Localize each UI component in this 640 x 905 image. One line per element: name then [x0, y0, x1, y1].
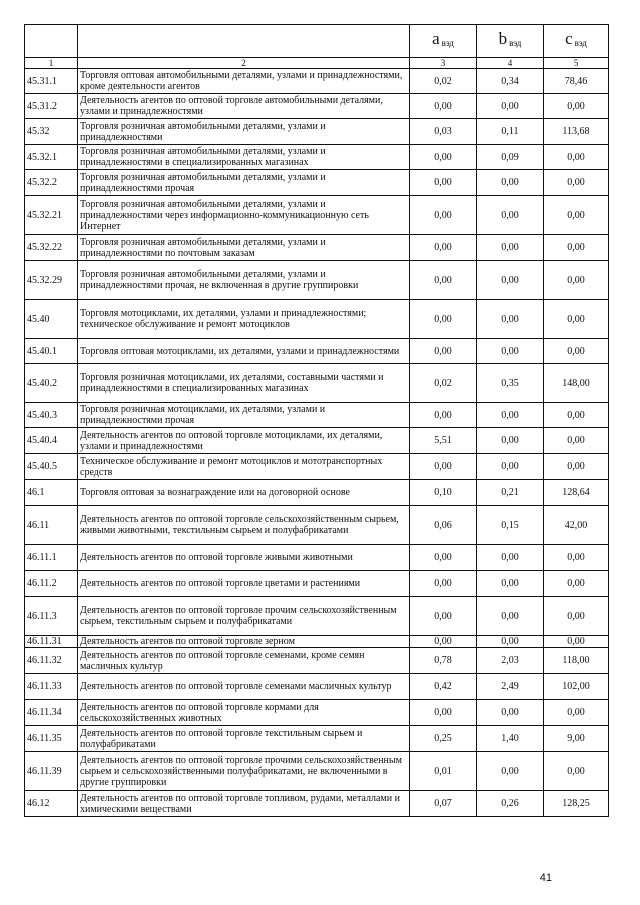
row-value-c: 0,00 — [544, 261, 609, 300]
row-value-b: 0,00 — [477, 571, 544, 597]
row-value-c: 42,00 — [544, 506, 609, 545]
row-value-b: 0,00 — [477, 170, 544, 196]
column-number-row — [25, 58, 609, 69]
row-value-c: 0,00 — [544, 454, 609, 480]
row-value-b: 0,00 — [477, 636, 544, 648]
row-value-a: 0,10 — [410, 480, 477, 506]
row-value-a: 0,00 — [410, 403, 477, 428]
row-value-a: 0,00 — [410, 636, 477, 648]
row-code: 46.11.39 — [25, 752, 78, 791]
row-value-c: 9,00 — [544, 726, 609, 752]
table-row — [25, 636, 609, 648]
row-value-c: 118,00 — [544, 648, 609, 674]
row-value-c: 0,00 — [544, 403, 609, 428]
row-code: 46.11.1 — [25, 545, 78, 571]
data-table — [24, 24, 609, 817]
row-code: 45.31.2 — [25, 94, 78, 119]
row-description: Торговля розничная автомобильными деталями, узлами и принадлежностями прочая, не включенная в другие группировки — [78, 261, 410, 300]
row-value-b: 0,00 — [477, 196, 544, 235]
table-row — [25, 674, 609, 700]
row-value-a: 0,01 — [410, 752, 477, 791]
row-code: 46.11.31 — [25, 636, 78, 648]
row-value-a: 0,03 — [410, 119, 477, 145]
table-row — [25, 597, 609, 636]
column-number: 3 — [410, 58, 477, 69]
page-number: 41 — [539, 872, 552, 884]
row-code: 45.40 — [25, 300, 78, 339]
row-value-b: 0,00 — [477, 428, 544, 454]
table-row — [25, 300, 609, 339]
row-value-c: 128,25 — [544, 791, 609, 817]
table-row — [25, 752, 609, 791]
row-description: Техническое обслуживание и ремонт мотоциклов и мототранспортных средств — [78, 454, 410, 480]
row-value-b: 0,26 — [477, 791, 544, 817]
table-row — [25, 506, 609, 545]
table-row — [25, 69, 609, 94]
row-value-b: 0,00 — [477, 454, 544, 480]
row-value-c: 0,00 — [544, 428, 609, 454]
row-value-b: 1,40 — [477, 726, 544, 752]
row-description: Деятельность агентов по оптовой торговле мотоциклами, их деталями, узлами и принадлежностями — [78, 428, 410, 454]
row-value-a: 0,02 — [410, 69, 477, 94]
row-value-a: 5,51 — [410, 428, 477, 454]
row-value-c: 0,00 — [544, 545, 609, 571]
row-description: Деятельность агентов по оптовой торговле кормами для сельскохозяйственных животных — [78, 700, 410, 726]
row-description: Торговля мотоциклами, их деталями, узлами и принадлежностями; техническое обслуживание и ремонт мотоциклов — [78, 300, 410, 339]
row-value-b: 0,00 — [477, 597, 544, 636]
row-description: Торговля розничная автомобильными деталями, узлами и принадлежностями через информационно-коммуникационную сеть Интернет — [78, 196, 410, 235]
row-description: Деятельность агентов по оптовой торговле зерном — [78, 636, 410, 648]
row-code: 45.32.2 — [25, 170, 78, 196]
row-value-c: 0,00 — [544, 145, 609, 170]
row-code: 46.11.3 — [25, 597, 78, 636]
row-value-a: 0,02 — [410, 364, 477, 403]
row-description: Торговля розничная автомобильными деталями, узлами и принадлежностями в специализированных магазинах — [78, 145, 410, 170]
table-row — [25, 261, 609, 300]
row-description: Торговля оптовая мотоциклами, их деталями, узлами и принадлежностями — [78, 339, 410, 364]
row-value-b: 0,35 — [477, 364, 544, 403]
row-code: 45.32.22 — [25, 235, 78, 261]
row-value-c: 0,00 — [544, 235, 609, 261]
row-value-c: 102,00 — [544, 674, 609, 700]
row-code: 45.40.3 — [25, 403, 78, 428]
table-row — [25, 403, 609, 428]
row-description: Торговля оптовая автомобильными деталями, узлами и принадлежностями, кроме деятельности агентов — [78, 69, 410, 94]
row-description: Торговля розничная автомобильными деталями, узлами и принадлежностями — [78, 119, 410, 145]
row-value-a: 0,42 — [410, 674, 477, 700]
row-value-a: 0,00 — [410, 571, 477, 597]
row-value-c: 0,00 — [544, 196, 609, 235]
row-value-b: 0,00 — [477, 261, 544, 300]
row-code: 45.40.2 — [25, 364, 78, 403]
row-value-b: 0,00 — [477, 339, 544, 364]
row-value-a: 0,06 — [410, 506, 477, 545]
row-code: 45.32.29 — [25, 261, 78, 300]
row-description: Торговля розничная мотоциклами, их деталями, узлами и принадлежностями прочая — [78, 403, 410, 428]
row-value-a: 0,00 — [410, 261, 477, 300]
row-value-c: 0,00 — [544, 94, 609, 119]
row-code: 45.31.1 — [25, 69, 78, 94]
row-description: Торговля розничная автомобильными деталями, узлами и принадлежностями по почтовым заказам — [78, 235, 410, 261]
row-value-a: 0,78 — [410, 648, 477, 674]
row-value-a: 0,00 — [410, 145, 477, 170]
row-value-c: 0,00 — [544, 636, 609, 648]
column-number: 2 — [78, 58, 410, 69]
row-code: 45.32 — [25, 119, 78, 145]
row-description: Торговля оптовая за вознаграждение или на договорной основе — [78, 480, 410, 506]
table-row — [25, 454, 609, 480]
row-value-b: 0,00 — [477, 94, 544, 119]
row-value-b: 2,49 — [477, 674, 544, 700]
row-value-a: 0,00 — [410, 196, 477, 235]
row-description: Деятельность агентов по оптовой торговле цветами и растениями — [78, 571, 410, 597]
row-value-b: 2,03 — [477, 648, 544, 674]
table-row — [25, 339, 609, 364]
table-row — [25, 571, 609, 597]
row-value-a: 0,00 — [410, 235, 477, 261]
row-value-a: 0,00 — [410, 94, 477, 119]
table-row — [25, 94, 609, 119]
row-value-c: 78,46 — [544, 69, 609, 94]
table-row — [25, 545, 609, 571]
header-cell-desc — [78, 25, 410, 58]
column-number: 1 — [25, 58, 78, 69]
table-row — [25, 480, 609, 506]
column-number: 5 — [544, 58, 609, 69]
row-description: Деятельность агентов по оптовой торговле сельскохозяйственным сырьем, живыми животными, текстильным сырьем и полуфабрикатами — [78, 506, 410, 545]
row-value-b: 0,00 — [477, 300, 544, 339]
table-row — [25, 196, 609, 235]
row-value-c: 0,00 — [544, 700, 609, 726]
row-description: Деятельность агентов по оптовой торговле автомобильными деталями, узлами и принадлежностями — [78, 94, 410, 119]
row-description: Деятельность агентов по оптовой торговле топливом, рудами, металлами и химическими веществами — [78, 791, 410, 817]
row-code: 46.1 — [25, 480, 78, 506]
table-row — [25, 648, 609, 674]
row-value-b: 0,34 — [477, 69, 544, 94]
row-value-c: 0,00 — [544, 597, 609, 636]
row-value-a: 0,00 — [410, 454, 477, 480]
row-description: Деятельность агентов по оптовой торговле текстильным сырьем и полуфабрикатами — [78, 726, 410, 752]
row-code: 46.11 — [25, 506, 78, 545]
row-code: 45.40.5 — [25, 454, 78, 480]
column-number: 4 — [477, 58, 544, 69]
row-code: 46.11.33 — [25, 674, 78, 700]
row-value-c: 0,00 — [544, 339, 609, 364]
row-value-a: 0,00 — [410, 339, 477, 364]
table-row — [25, 700, 609, 726]
row-description: Деятельность агентов по оптовой торговле семенами масличных культур — [78, 674, 410, 700]
row-value-b: 0,00 — [477, 700, 544, 726]
row-code: 46.11.35 — [25, 726, 78, 752]
row-value-b: 0,00 — [477, 235, 544, 261]
row-value-b: 0,11 — [477, 119, 544, 145]
row-value-a: 0,07 — [410, 791, 477, 817]
row-value-a: 0,00 — [410, 597, 477, 636]
row-value-b: 0,15 — [477, 506, 544, 545]
row-value-b: 0,00 — [477, 752, 544, 791]
row-code: 46.12 — [25, 791, 78, 817]
row-description: Торговля розничная автомобильными деталями, узлами и принадлежностями прочая — [78, 170, 410, 196]
row-value-a: 0,00 — [410, 170, 477, 196]
table-row — [25, 726, 609, 752]
row-value-c: 113,68 — [544, 119, 609, 145]
row-value-b: 0,09 — [477, 145, 544, 170]
header-cell-b: b $_{вэд}$ — [477, 25, 544, 58]
row-value-a: 0,00 — [410, 300, 477, 339]
table-row — [25, 170, 609, 196]
row-code: 45.40.4 — [25, 428, 78, 454]
header-cell-a: a $_{вэд}$ — [410, 25, 477, 58]
row-description: Деятельность агентов по оптовой торговле семенами, кроме семян масличных культур — [78, 648, 410, 674]
row-description: Деятельность агентов по оптовой торговле прочим сельскохозяйственным сырьем, текстильным сырьем и полуфабрикатами — [78, 597, 410, 636]
row-value-a: 0,25 — [410, 726, 477, 752]
row-code: 45.40.1 — [25, 339, 78, 364]
row-value-c: 0,00 — [544, 300, 609, 339]
row-value-b: 0,21 — [477, 480, 544, 506]
row-value-c: 0,00 — [544, 170, 609, 196]
table-row — [25, 119, 609, 145]
row-code: 45.32.1 — [25, 145, 78, 170]
row-description: Деятельность агентов по оптовой торговле живыми животными — [78, 545, 410, 571]
row-code: 45.32.21 — [25, 196, 78, 235]
row-value-c: 128,64 — [544, 480, 609, 506]
table-row — [25, 791, 609, 817]
row-code: 46.11.2 — [25, 571, 78, 597]
table-row — [25, 145, 609, 170]
table-row — [25, 235, 609, 261]
row-description: Торговля розничная мотоциклами, их деталями, составными частями и принадлежностями в специализированных магазинах — [78, 364, 410, 403]
row-value-c: 0,00 — [544, 571, 609, 597]
row-code: 46.11.32 — [25, 648, 78, 674]
row-value-b: 0,00 — [477, 403, 544, 428]
row-code: 46.11.34 — [25, 700, 78, 726]
table-row — [25, 364, 609, 403]
row-description: Деятельность агентов по оптовой торговле прочими сельскохозяйственным сырьем и сельскохозяйственными полуфабрикатами, не включенными в другие группировки — [78, 752, 410, 791]
row-value-c: 0,00 — [544, 752, 609, 791]
row-value-b: 0,00 — [477, 545, 544, 571]
row-value-c: 148,00 — [544, 364, 609, 403]
row-value-a: 0,00 — [410, 700, 477, 726]
table-row — [25, 428, 609, 454]
header-cell-c: c $_{вэд}$ — [544, 25, 609, 58]
row-value-a: 0,00 — [410, 545, 477, 571]
header-cell-code — [25, 25, 78, 58]
header-row — [25, 25, 609, 58]
